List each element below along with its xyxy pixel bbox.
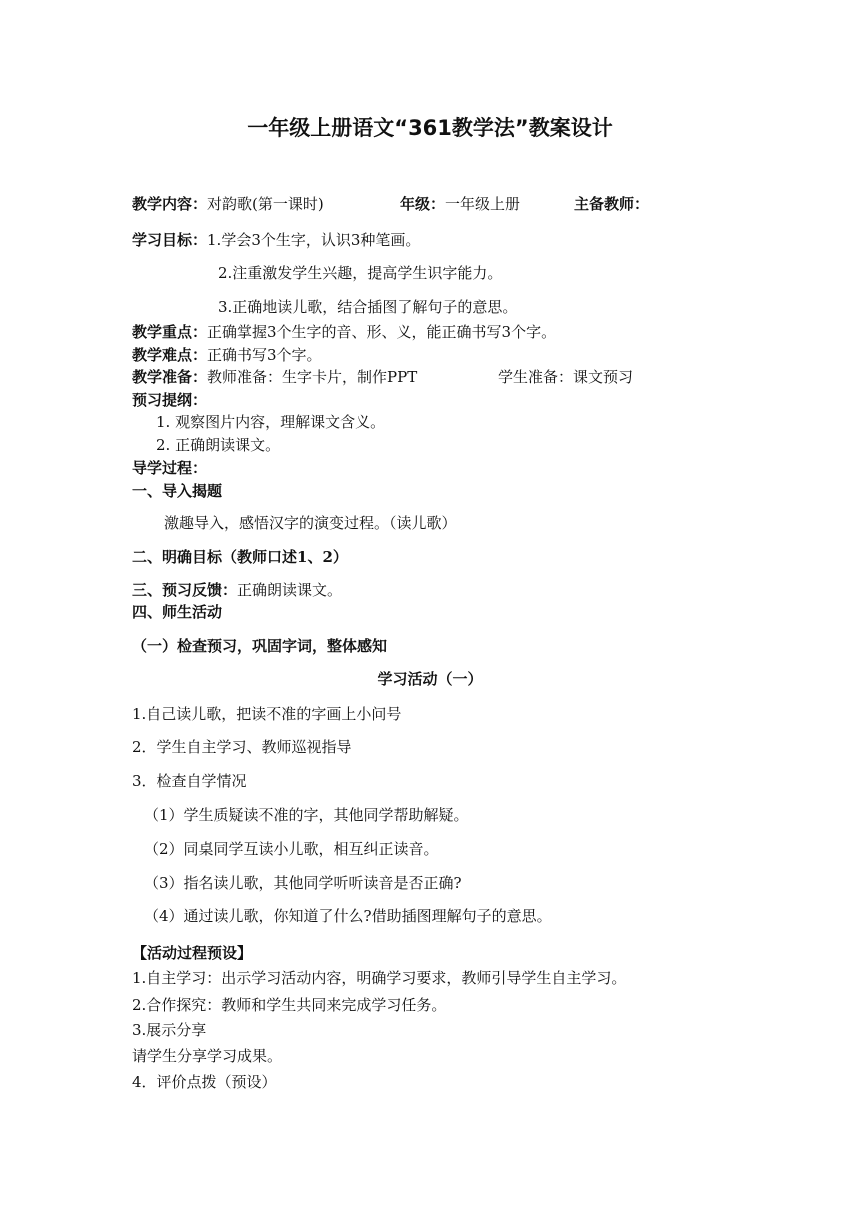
- key-point-label: 教学重点：: [132, 323, 208, 341]
- teacher-label: 主备教师：: [574, 195, 650, 213]
- preset-item: 3.展示分享: [132, 1021, 207, 1039]
- preset-item: 1.自主学习：出示学习活动内容，明确学习要求，教师引导学生自主学习。: [132, 969, 627, 987]
- goal-line-1: [132, 230, 420, 250]
- info-line: [132, 194, 324, 214]
- section-heading-2: 二、明确目标（教师口述1、2）: [132, 548, 348, 566]
- prep-teacher: 教师准备：生字卡片，制作PPT: [207, 368, 418, 386]
- section-3-line: [132, 580, 342, 600]
- goal-item: 2.注重激发学生兴趣，提高学生识字能力。: [218, 264, 503, 282]
- goal-item: 1.学会3个生字，认识3种笔画。: [207, 231, 421, 249]
- sub-step-item: （1）学生质疑读不准的字，其他同学帮助解疑。: [144, 806, 469, 824]
- grade-info: [400, 194, 520, 214]
- grade-value: 一年级上册: [445, 195, 521, 213]
- content-label: 教学内容：: [132, 195, 208, 213]
- preview-item: 2. 正确朗读课文。: [156, 436, 281, 454]
- activity-title: 学习活动（一）: [377, 670, 483, 688]
- key-point-value: 正确掌握3个生字的音、形、义，能正确书写3个字。: [207, 323, 557, 341]
- preset-item: 请学生分享学习成果。: [132, 1047, 283, 1065]
- goal-item: 3.正确地读儿歌，结合插图了解句子的意思。: [218, 298, 518, 316]
- difficulty-label: 教学难点：: [132, 346, 208, 364]
- difficulty: [132, 345, 322, 365]
- document-title: 一年级上册语文“361教学法”教案设计: [247, 116, 613, 140]
- prep-line: [132, 367, 417, 387]
- preview-item: 1. 观察图片内容，理解课文含义。: [156, 413, 386, 431]
- preview-label: 预习提纲：: [132, 391, 208, 409]
- step-item: 1.自己读儿歌，把读不准的字画上小问号: [132, 705, 402, 723]
- key-point: [132, 322, 556, 342]
- prep-label: 教学准备：: [132, 368, 208, 386]
- section-3-value: 正确朗读课文。: [237, 581, 343, 599]
- subsection-heading: （一）检查预习，巩固字词，整体感知: [132, 637, 388, 655]
- difficulty-value: 正确书写3个字。: [207, 346, 322, 364]
- section-heading-3: 三、预习反馈：: [132, 581, 238, 599]
- content-value: 对韵歌(第一课时): [207, 195, 324, 213]
- grade-label: 年级：: [400, 195, 446, 213]
- section-heading-4: 四、师生活动: [132, 603, 223, 621]
- step-item: 2．学生自主学习、教师巡视指导: [132, 738, 352, 756]
- section-1-text: 激趣导入，感悟汉字的演变过程。（读儿歌）: [164, 514, 457, 532]
- goals-label: 学习目标：: [132, 231, 208, 249]
- section-heading-1: 一、导入揭题: [132, 482, 223, 500]
- process-label: 导学过程：: [132, 459, 208, 477]
- prep-student: 学生准备：课文预习: [498, 368, 634, 386]
- preset-label: 【活动过程预设】: [132, 944, 253, 962]
- sub-step-item: （2）同桌同学互读小儿歌，相互纠正读音。: [144, 840, 439, 858]
- sub-step-item: （3）指名读儿歌，其他同学听听读音是否正确?: [144, 874, 462, 892]
- sub-step-item: （4）通过读儿歌，你知道了什么?借助插图理解句子的意思。: [144, 907, 552, 925]
- preset-item: 2.合作探究：教师和学生共同来完成学习任务。: [132, 996, 447, 1014]
- step-item: 3．检查自学情况: [132, 772, 247, 790]
- preset-item: 4．评价点拨（预设）: [132, 1073, 277, 1091]
